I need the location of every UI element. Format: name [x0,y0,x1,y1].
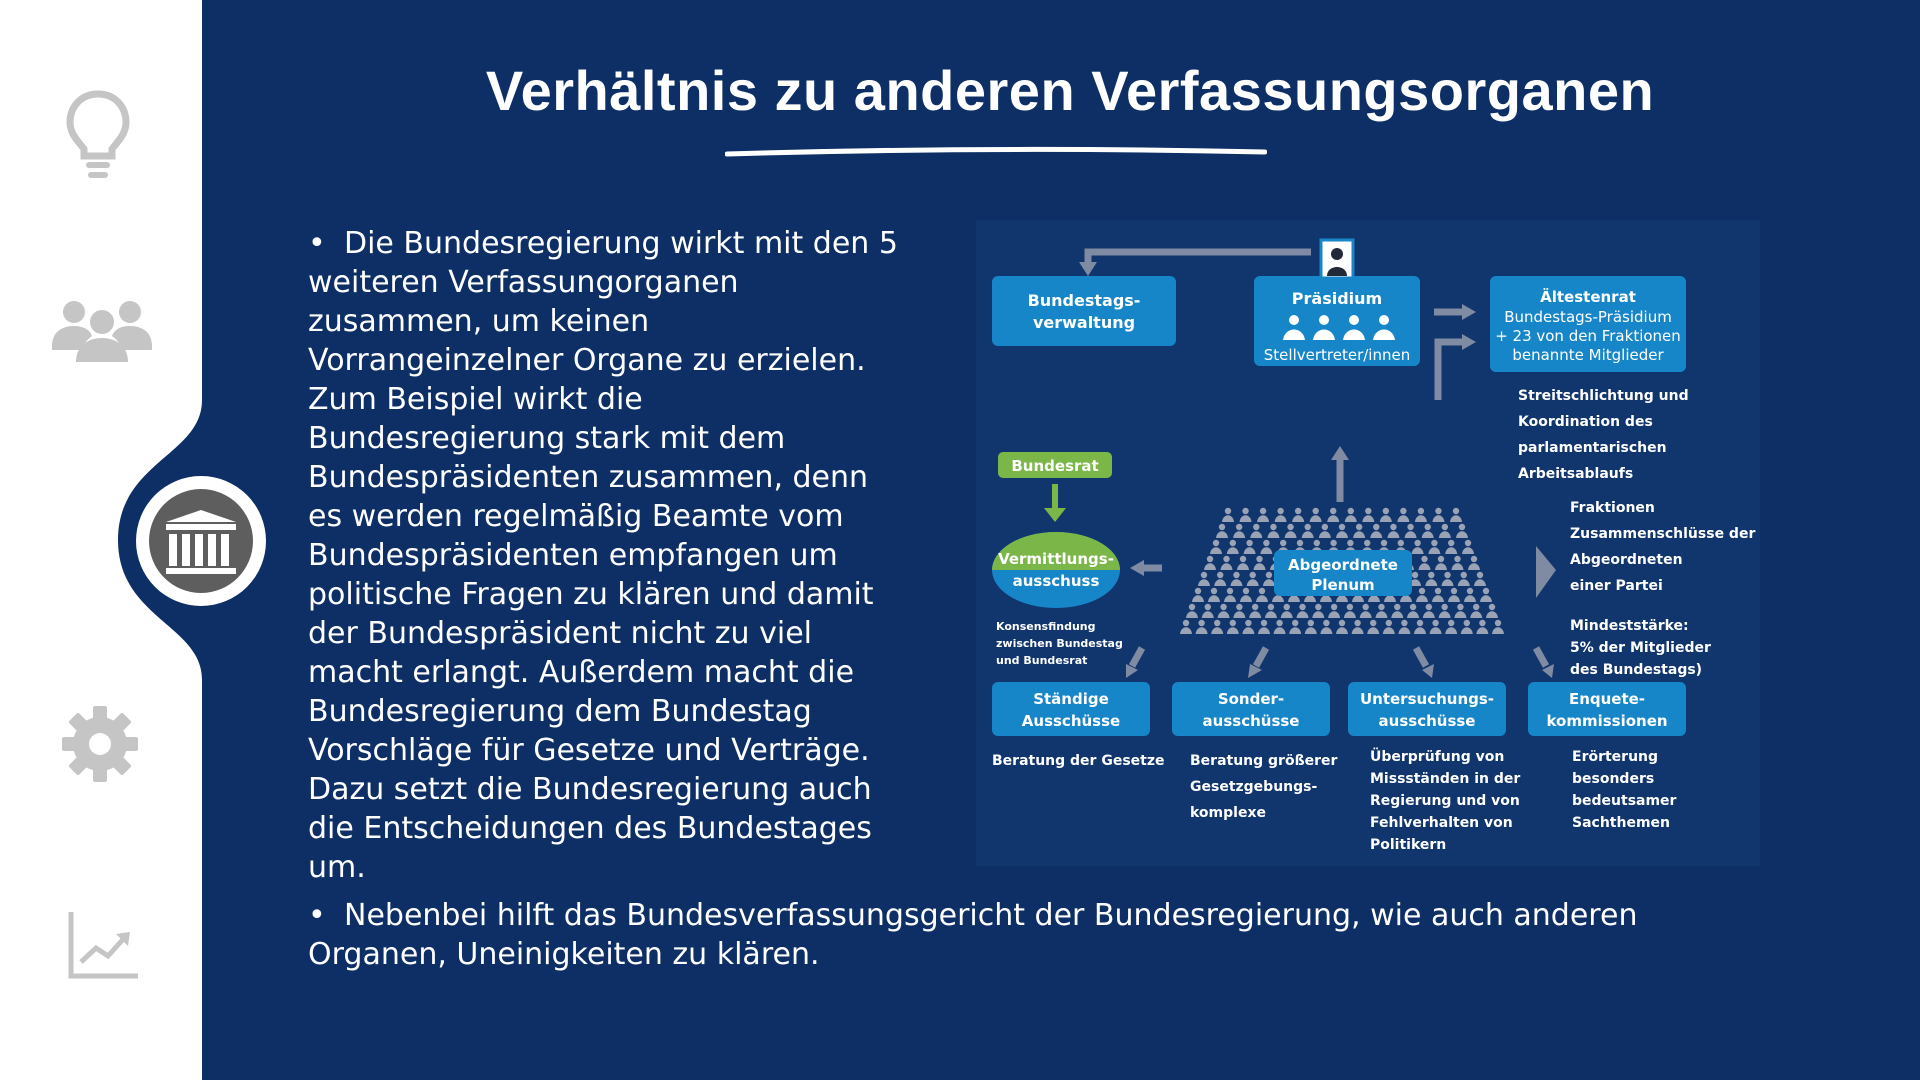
box-bundestagsverwaltung [992,276,1176,346]
plenum-seat [1276,620,1282,626]
plenum-seat [1467,588,1473,594]
plenum-seat [1461,572,1467,578]
label-plenum: Plenum [1311,576,1375,594]
plenum-seat [1266,572,1272,578]
plenum-seat [1315,604,1321,610]
plenum-seat [1189,604,1195,610]
plenum-seat [1268,604,1274,610]
page-title: Verhältnis zu anderen Verfassungsorganen [485,59,1655,122]
plenum-seat [1489,604,1495,610]
plenum-seat [1483,588,1489,594]
committee-description: Erörterung [1572,749,1659,765]
plenum-seat [1370,620,1376,626]
chart-icon[interactable] [66,910,142,982]
committee-label: ausschüsse [1378,712,1476,730]
plenum-seat [1330,508,1336,514]
plenum-seat [1230,620,1236,626]
committee-description: Missständen in der [1370,771,1521,787]
plenum-seat [1365,508,1371,514]
committee-label: ausschüsse [1202,712,1300,730]
label-aeltestenrat: Ältestenrat [1540,288,1636,306]
committee-label: Sonder- [1217,690,1285,708]
plenum-seat [1236,524,1242,530]
committee-description: Regierung und von [1370,793,1520,809]
plenum-seat [1435,588,1441,594]
plenum-seat [1495,620,1501,626]
plenum-seat [1448,620,1454,626]
plenum-seat [1362,604,1368,610]
bullet-symbol: • [308,226,326,261]
plenum-seat [1426,604,1432,610]
plenum-seat [1253,524,1259,530]
label-aeltestenrat: Bundestags-Präsidium [1504,308,1672,326]
plenum-seat [1260,508,1266,514]
committee-description: Sachthemen [1572,815,1670,831]
label-bundestagsverwaltung: verwaltung [1032,313,1136,332]
vermittlung-description: zwischen Bundestag [996,637,1123,650]
plenum-seat [1287,524,1293,530]
label-bundesrat: Bundesrat [1011,457,1099,475]
plenum-seat [1418,508,1424,514]
committee-description: Beratung der Gesetze [992,753,1165,769]
plenum-seat [1214,620,1220,626]
plenum-seat [1444,572,1450,578]
plenum-seat [1432,620,1438,626]
plenum-seat [1347,540,1353,546]
plenum-seat [1454,556,1460,562]
label-bundestagsverwaltung: Bundestags- [1027,291,1141,310]
plenum-seat [1299,604,1305,610]
plenum-seat [1373,524,1379,530]
label-aeltestenrat: benannte Mitglieder [1512,346,1664,364]
plenum-seat [1364,540,1370,546]
plenum-seat [1354,620,1360,626]
bullet-paragraph [308,896,1758,974]
bullet-symbol: • [308,898,326,933]
plenum-seat [1441,604,1447,610]
committee-label: Ständige [1033,690,1109,708]
plenum-seat [1213,540,1219,546]
fraktionen-description: einer Partei [1570,578,1663,594]
vermittlung-description: Konsensfindung [996,620,1096,633]
mindeststaerke-description: des Bundestags) [1570,662,1703,678]
mindeststaerke-description: 5% der Mitglieder [1570,640,1711,656]
plenum-seat [1386,620,1392,626]
plenum-seat [1263,540,1269,546]
plenum-seat [1284,604,1290,610]
plenum-seat [1339,620,1345,626]
plenum-seat [1227,588,1233,594]
plenum-seat [1183,620,1189,626]
plenum-seat [1305,524,1311,530]
plenum-seat [1277,508,1283,514]
plenum-seat [1448,540,1454,546]
plenum-seat [1220,604,1226,610]
plenum-seat [1435,508,1441,514]
mindeststaerke-description: Mindeststärke: [1570,618,1689,634]
committee-description: komplexe [1190,805,1266,821]
aeltestenrat-description: Arbeitsablaufs [1518,466,1634,482]
plenum-seat [1236,604,1242,610]
plenum-seat [1421,556,1427,562]
plenum-seat [1243,588,1249,594]
plenum-seat [1410,604,1416,610]
plenum-seat [1339,524,1345,530]
plenum-seat [1477,572,1483,578]
bundestag-structure-diagram [976,220,1760,866]
label-plenum: Abgeordnete [1288,556,1398,574]
plenum-seat [1330,540,1336,546]
plenum-seat [1348,508,1354,514]
plenum-seat [1225,508,1231,514]
plenum-seat [1331,604,1337,610]
plenum-seat [1246,540,1252,546]
plenum-seat [1297,540,1303,546]
committee-description: Beratung größerer [1190,753,1338,769]
aeltestenrat-description: Streitschlichtung und [1518,388,1689,404]
fraktionen-description: Fraktionen [1570,500,1655,516]
bullet-text: Nebenbei hilft das Bundesverfassungsgericht der Bundesregierung, wie auch anderen Organen, Uneinigkeiten zu klären. [308,898,1638,972]
gear-icon[interactable] [60,704,140,784]
bullet-paragraph [308,224,908,887]
plenum-seat [1347,604,1353,610]
label-aeltestenrat: + 23 von den Fraktionen [1495,327,1681,345]
committee-label: kommissionen [1546,712,1668,730]
label-stellvertreter: Stellvertreter/innen [1263,346,1411,364]
plenum-seat [1295,508,1301,514]
vermittlung-description: und Bundesrat [996,654,1088,667]
committee-description: Überprüfung von [1370,749,1505,765]
brandenburg-gate-icon[interactable] [136,476,266,606]
plenum-seat [1314,540,1320,546]
plenum-seat [1479,620,1485,626]
plenum-seat [1464,620,1470,626]
plenum-seat [1240,556,1246,562]
vermittlungsausschuss-ellipse [992,532,1120,608]
plenum-seat [1223,556,1229,562]
plenum-seat [1211,588,1217,594]
plenum-seat [1219,524,1225,530]
label-vermittlungsausschuss: Vermittlungs- [998,550,1114,568]
committee-description: Gesetzgebungs- [1190,779,1318,795]
fraktionen-description: Zusammenschlüsse der [1570,526,1756,542]
plenum-seat [1473,604,1479,610]
plenum-seat [1259,588,1265,594]
lightbulb-icon[interactable] [62,88,134,188]
plenum-seat [1242,508,1248,514]
plenum-seat [1230,540,1236,546]
plenum-seat [1394,604,1400,610]
plenum-seat [1250,572,1256,578]
plenum-seat [1201,572,1207,578]
plenum-seat [1256,556,1262,562]
committee-label: Enquete- [1568,690,1646,708]
plenum-seat [1261,620,1267,626]
plenum-seat [1356,524,1362,530]
plenum-seat [1390,524,1396,530]
aeltestenrat-description: Koordination des [1518,414,1653,430]
plenum-seat [1417,620,1423,626]
plenum-seat [1438,556,1444,562]
plenum-seat [1401,620,1407,626]
plenum-seat [1292,620,1298,626]
plenum-seat [1198,620,1204,626]
plenum-seat [1195,588,1201,594]
plenum-seat [1378,604,1384,610]
committee-description: besonders [1572,771,1655,787]
plenum-seat [1457,604,1463,610]
plenum-seat [1428,572,1434,578]
plenum-seat [1398,540,1404,546]
plenum-seat [1465,540,1471,546]
plenum-seat [1442,524,1448,530]
plenum-seat [1451,588,1457,594]
plenum-seat [1322,524,1328,530]
plenum-seat [1381,540,1387,546]
bullet-text: Die Bundesregierung wirkt mit den 5 weiteren Verfassungorganen zusammen, um keinen Vorrangeinzelner Organe zu erzielen. Zum Beispiel wirkt die Bundesregierung stark mit dem Bundespräsidenten zusammen, denn es werden regelmäßig Beamte vom Bundespräsidenten empfangen um politische Fragen zu klären und damit der Bundespräsident nicht zu viel macht erlangt. Außerdem macht die Bundesregierung dem Bundestag Vorschläge für Gesetze und Verträge. Dazu setzt die Bundesregierung auch die Entscheidungen des Bundestages um. [308,226,898,885]
plenum-seat [1425,524,1431,530]
plenum-seat [1453,508,1459,514]
plenum-seat [1407,524,1413,530]
committee-label: Untersuchungs- [1359,690,1495,708]
plenum-seat [1308,620,1314,626]
people-icon[interactable] [50,296,154,366]
title-underline [725,146,1267,160]
plenum-seat [1312,508,1318,514]
plenum-seat [1459,524,1465,530]
plenum-seat [1205,604,1211,610]
committee-description: Politikern [1370,837,1447,853]
plenum-seat [1280,540,1286,546]
plenum-seat [1207,556,1213,562]
plenum-seat [1414,540,1420,546]
plenum-seat [1323,620,1329,626]
plenum-seat [1400,508,1406,514]
plenum-seat [1412,572,1418,578]
aeltestenrat-description: parlamentarischen [1518,440,1667,456]
plenum-seat [1245,620,1251,626]
committee-description: Fehlverhalten von [1370,815,1513,831]
committee-description: bedeutsamer [1572,793,1677,809]
plenum-seat [1233,572,1239,578]
committee-label: Ausschüsse [1021,712,1121,730]
plenum-seat [1383,508,1389,514]
plenum-seat [1270,524,1276,530]
plenum-seat [1431,540,1437,546]
plenum-seat [1419,588,1425,594]
plenum-seat [1471,556,1477,562]
plenum-seat [1217,572,1223,578]
fraktionen-description: Abgeordneten [1570,552,1683,568]
plenum-seat [1252,604,1258,610]
label-vermittlungsausschuss: ausschuss [1012,572,1100,590]
label-praesidium: Präsidium [1291,289,1383,308]
